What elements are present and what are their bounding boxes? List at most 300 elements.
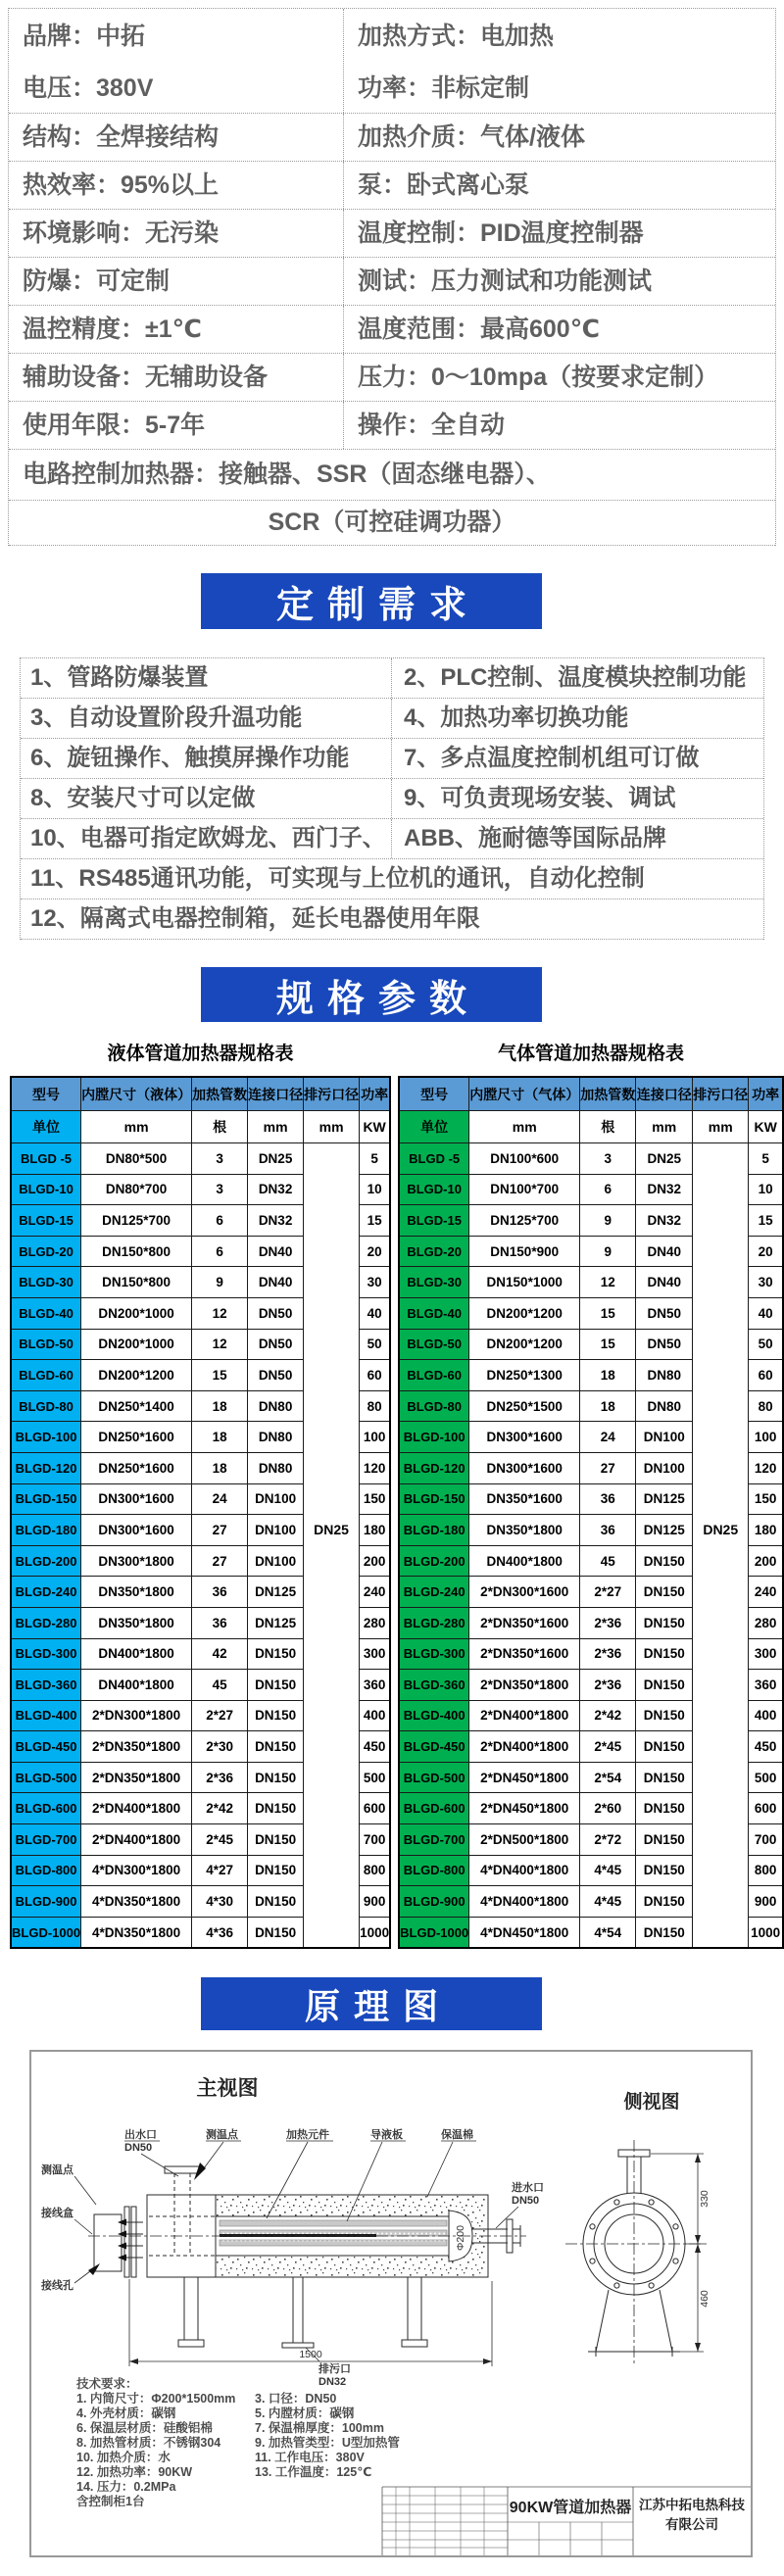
power-cell: 20 — [360, 1236, 391, 1267]
model-cell: BLGD-280 — [11, 1607, 81, 1638]
table-row — [399, 1297, 783, 1329]
drain-cell — [693, 1886, 749, 1918]
drain-cell — [304, 1236, 360, 1267]
tube-count-cell: 12 — [192, 1329, 248, 1360]
tube-count-cell: 4*30 — [192, 1886, 248, 1918]
model-cell: BLGD-30 — [11, 1267, 81, 1298]
spec-row — [9, 210, 775, 258]
model-cell: BLGD-240 — [399, 1577, 469, 1608]
unit-cell: 单位 — [399, 1111, 469, 1143]
table-row — [399, 1577, 783, 1608]
size-cell: 2*DN300*1800 — [81, 1700, 192, 1731]
table-row — [11, 1577, 390, 1608]
tube-count-cell: 2*36 — [192, 1762, 248, 1793]
size-cell: DN125*700 — [469, 1205, 580, 1237]
requirement-item: ABB、施耐德等国际品牌 — [404, 825, 666, 851]
model-cell: BLGD -5 — [399, 1143, 469, 1175]
outlet-label: 出水口 — [124, 2129, 157, 2141]
title-block-product: 90KW管道加热器 — [509, 2500, 632, 2516]
port-cell: DN150 — [248, 1793, 304, 1824]
port-cell: DN80 — [636, 1360, 693, 1391]
drain-cell — [693, 1297, 749, 1329]
requirement-item: 1、管路防爆装置 — [21, 658, 392, 698]
model-cell: BLGD-700 — [399, 1824, 469, 1856]
side-view-geometry — [565, 2140, 710, 2363]
insulation-label: 保温棉 — [441, 2129, 473, 2141]
liquid-table-column — [10, 1039, 391, 1949]
spec-item-power: 功率：非标定制 — [358, 74, 530, 102]
spec-item: 测试：压力测试和功能测试 — [358, 267, 653, 295]
tech-req-item: 4. 外壳材质：碳钢 — [76, 2406, 176, 2420]
heating-element-label: 加热元件 — [286, 2129, 329, 2141]
drain-cell — [693, 1452, 749, 1483]
table-header-row — [11, 1077, 390, 1111]
size-cell: 2*DN350*1800 — [81, 1762, 192, 1793]
column-header: 型号 — [399, 1077, 469, 1111]
tube-count-cell: 2*45 — [580, 1731, 636, 1763]
table-row — [11, 1360, 390, 1391]
drain-cell: DN25 — [693, 1515, 749, 1546]
requirement-item: 4、加热功率切换功能 — [404, 705, 629, 731]
table-row — [11, 1390, 390, 1422]
size-cell: 2*DN400*1800 — [81, 1793, 192, 1824]
drain-cell — [693, 1329, 749, 1360]
table-row — [399, 1917, 783, 1948]
requirement-item: 10、电器可指定欧姆龙、西门子、 — [21, 819, 392, 858]
spec-item: 操作：全自动 — [358, 412, 506, 439]
requirement-item: 11、RS485通讯功能，可实现与上位机的通讯，自动化控制 — [21, 859, 763, 899]
size-cell: DN300*1600 — [81, 1483, 192, 1515]
tech-req-item: 3. 口径：DN50 — [255, 2392, 337, 2406]
size-cell: DN150*800 — [81, 1236, 192, 1267]
port-cell: DN150 — [636, 1577, 693, 1608]
spec-row — [9, 258, 775, 306]
size-cell: DN400*1800 — [469, 1545, 580, 1577]
drain-cell — [304, 1483, 360, 1515]
port-cell: DN80 — [248, 1390, 304, 1422]
model-cell: BLGD-30 — [399, 1267, 469, 1298]
tube-count-cell: 27 — [580, 1452, 636, 1483]
column-header: 加热管数 — [580, 1077, 636, 1111]
table-row — [11, 1267, 390, 1298]
port-cell: DN40 — [636, 1267, 693, 1298]
table-row — [11, 1670, 390, 1701]
power-cell: 200 — [749, 1545, 783, 1577]
model-cell: BLGD-500 — [399, 1762, 469, 1793]
table-row — [399, 1638, 783, 1670]
size-cell: DN250*1300 — [469, 1360, 580, 1391]
table-row — [11, 1515, 390, 1546]
baffle-label: 导液板 — [370, 2129, 403, 2141]
model-cell: BLGD-360 — [399, 1670, 469, 1701]
size-cell: 4*DN350*1800 — [81, 1886, 192, 1918]
table-row — [399, 1793, 783, 1824]
size-cell: DN350*1800 — [81, 1607, 192, 1638]
size-cell: 4*DN400*1800 — [469, 1855, 580, 1886]
tube-count-cell: 27 — [192, 1545, 248, 1577]
table-row — [11, 1855, 390, 1886]
table-row — [11, 1793, 390, 1824]
table-header-row — [399, 1077, 783, 1111]
main-view-title: 主视图 — [196, 2077, 259, 2100]
size-cell: DN350*1800 — [81, 1577, 192, 1608]
drain-cell: DN25 — [304, 1515, 360, 1546]
unit-row — [399, 1111, 783, 1143]
tech-req-item: 11. 工作电压：380V — [255, 2451, 365, 2464]
power-cell: 120 — [360, 1452, 391, 1483]
main-view-geometry — [74, 2141, 526, 2366]
port-cell: DN150 — [636, 1638, 693, 1670]
unit-cell: mm — [248, 1111, 304, 1143]
size-cell: DN200*1200 — [469, 1329, 580, 1360]
tube-count-cell: 4*36 — [192, 1917, 248, 1948]
size-cell: DN200*1200 — [81, 1360, 192, 1391]
size-cell: DN80*700 — [81, 1174, 192, 1205]
table-row — [399, 1545, 783, 1577]
port-cell: DN32 — [636, 1205, 693, 1237]
requirement-row — [21, 739, 763, 779]
requirement-item: 7、多点温度控制机组可订做 — [404, 745, 700, 771]
power-cell: 600 — [360, 1793, 391, 1824]
port-cell: DN150 — [248, 1700, 304, 1731]
port-cell: DN25 — [636, 1143, 693, 1175]
tube-count-cell: 4*27 — [192, 1855, 248, 1886]
unit-cell: KW — [749, 1111, 783, 1143]
power-cell: 280 — [749, 1607, 783, 1638]
drain-cell — [304, 1452, 360, 1483]
drain-cell — [304, 1824, 360, 1856]
requirement-item: 12、隔离式电器控制箱，延长电器使用年限 — [21, 899, 763, 940]
column-header: 连接口径 — [248, 1077, 304, 1111]
port-cell: DN50 — [248, 1329, 304, 1360]
tube-count-cell: 24 — [192, 1483, 248, 1515]
unit-cell: mm — [304, 1111, 360, 1143]
size-cell: 2*DN400*1800 — [469, 1731, 580, 1763]
tube-count-cell: 2*36 — [580, 1638, 636, 1670]
table-row — [11, 1452, 390, 1483]
drain-cell — [304, 1855, 360, 1886]
tube-count-cell: 3 — [192, 1143, 248, 1175]
table-row — [11, 1762, 390, 1793]
size-cell: DN150*800 — [81, 1267, 192, 1298]
power-cell: 900 — [749, 1886, 783, 1918]
power-cell: 700 — [749, 1824, 783, 1856]
port-cell: DN150 — [636, 1607, 693, 1638]
tube-count-cell: 24 — [580, 1422, 636, 1453]
requirement-row — [21, 779, 763, 819]
model-cell: BLGD-10 — [399, 1174, 469, 1205]
power-cell: 300 — [360, 1638, 391, 1670]
drain-cell — [693, 1824, 749, 1856]
port-cell: DN150 — [248, 1824, 304, 1856]
drain-cell — [693, 1793, 749, 1824]
requirement-item: 3、自动设置阶段升温功能 — [21, 699, 392, 738]
power-cell: 800 — [360, 1855, 391, 1886]
power-cell: 1000 — [360, 1917, 391, 1948]
requirement-row — [21, 819, 763, 859]
tube-count-cell: 2*27 — [580, 1577, 636, 1608]
table-row — [399, 1824, 783, 1856]
port-cell: DN25 — [248, 1143, 304, 1175]
size-cell: 2*DN400*1800 — [81, 1824, 192, 1856]
drain-cell — [304, 1700, 360, 1731]
model-cell: BLGD-80 — [11, 1390, 81, 1422]
size-cell: 2*DN350*1600 — [469, 1638, 580, 1670]
drain-cell — [304, 1731, 360, 1763]
table-row — [399, 1855, 783, 1886]
tube-count-cell: 36 — [580, 1515, 636, 1546]
spec-item: 压力：0～10mpa（按要求定制） — [358, 364, 719, 391]
power-cell: 30 — [360, 1267, 391, 1298]
model-cell: BLGD-180 — [11, 1515, 81, 1546]
port-cell: DN40 — [248, 1236, 304, 1267]
drain-cell — [304, 1917, 360, 1948]
side-bottom-dim: 460 — [699, 2290, 710, 2308]
spec-item-voltage: 电压：380V — [23, 74, 154, 102]
size-cell: DN350*1800 — [469, 1515, 580, 1546]
drain-cell — [693, 1236, 749, 1267]
custom-requirements-list — [20, 657, 764, 940]
power-cell: 1000 — [749, 1917, 783, 1948]
model-cell: BLGD-280 — [399, 1607, 469, 1638]
spec-item: 使用年限：5-7年 — [9, 402, 344, 449]
port-cell: DN50 — [636, 1297, 693, 1329]
drain-cell — [304, 1390, 360, 1422]
product-spec-summary-table — [8, 8, 776, 546]
model-cell: BLGD-450 — [11, 1731, 81, 1763]
drain-cell — [693, 1174, 749, 1205]
unit-cell: KW — [360, 1111, 391, 1143]
spec-item-heating-method: 加热方式：电加热 — [358, 23, 555, 50]
unit-cell: mm — [81, 1111, 192, 1143]
table-row — [399, 1731, 783, 1763]
power-cell: 400 — [360, 1700, 391, 1731]
model-cell: BLGD-200 — [11, 1545, 81, 1577]
spec-item: 加热介质：气体/液体 — [358, 123, 585, 151]
drain-dn-label: DN32 — [318, 2376, 347, 2388]
model-cell: BLGD-15 — [399, 1205, 469, 1237]
tube-count-cell: 18 — [580, 1360, 636, 1391]
tech-req-left-column — [76, 2392, 255, 2509]
spec-item: 辅助设备：无辅助设备 — [9, 354, 344, 401]
tube-count-cell: 18 — [580, 1390, 636, 1422]
table-row — [11, 1886, 390, 1918]
drain-cell — [693, 1483, 749, 1515]
temp-point-left-label: 测温点 — [41, 2164, 74, 2176]
table-row — [399, 1670, 783, 1701]
tube-count-cell: 18 — [192, 1452, 248, 1483]
liquid-table-title: 液体管道加热器规格表 — [107, 1044, 294, 1064]
port-cell: DN125 — [248, 1577, 304, 1608]
column-header: 功率 — [360, 1077, 391, 1111]
tube-count-cell: 15 — [192, 1360, 248, 1391]
model-cell: BLGD-150 — [399, 1483, 469, 1515]
requirement-item: 9、可负责现场安装、调试 — [404, 785, 676, 811]
drain-cell — [304, 1329, 360, 1360]
table-row — [11, 1174, 390, 1205]
tube-count-cell: 3 — [192, 1174, 248, 1205]
drain-cell — [693, 1607, 749, 1638]
size-cell: DN250*1400 — [81, 1390, 192, 1422]
port-cell: DN50 — [636, 1329, 693, 1360]
power-cell: 5 — [749, 1143, 783, 1175]
port-cell: DN150 — [636, 1855, 693, 1886]
drain-cell — [304, 1297, 360, 1329]
port-cell: DN150 — [248, 1886, 304, 1918]
size-cell: 4*DN300*1800 — [81, 1855, 192, 1886]
model-cell: BLGD-300 — [11, 1638, 81, 1670]
table-row — [399, 1422, 783, 1453]
power-cell: 300 — [749, 1638, 783, 1670]
drain-cell — [304, 1886, 360, 1918]
model-cell: BLGD-180 — [399, 1515, 469, 1546]
inlet-dn-label: DN50 — [512, 2195, 540, 2207]
drain-cell — [304, 1793, 360, 1824]
drain-cell — [693, 1731, 749, 1763]
power-cell: 800 — [749, 1855, 783, 1886]
tube-count-cell: 2*42 — [580, 1700, 636, 1731]
drain-cell — [693, 1917, 749, 1948]
section-banner-custom-requirements — [201, 573, 542, 629]
model-cell: BLGD-360 — [11, 1670, 81, 1701]
spec-row — [9, 402, 775, 450]
tech-req-item: 8. 加热管材质：不锈钢304 — [76, 2436, 221, 2450]
column-header: 连接口径 — [636, 1077, 693, 1111]
size-cell: 4*DN350*1800 — [81, 1917, 192, 1948]
model-cell: BLGD-40 — [399, 1297, 469, 1329]
drain-cell — [304, 1174, 360, 1205]
table-row — [11, 1236, 390, 1267]
power-cell: 50 — [749, 1329, 783, 1360]
model-cell: BLGD-10 — [11, 1174, 81, 1205]
size-cell: 2*DN350*1800 — [469, 1670, 580, 1701]
tube-count-cell: 36 — [580, 1483, 636, 1515]
table-row — [11, 1483, 390, 1515]
unit-cell: 根 — [580, 1111, 636, 1143]
power-cell: 500 — [360, 1762, 391, 1793]
tube-count-cell: 27 — [192, 1515, 248, 1546]
power-cell: 15 — [360, 1205, 391, 1237]
table-row — [11, 1422, 390, 1453]
spec-item: 结构：全焊接结构 — [9, 114, 344, 161]
port-cell: DN100 — [248, 1515, 304, 1546]
tech-req-title: 技术要求： — [76, 2377, 138, 2391]
spec-item: 温控精度：±1℃ — [9, 306, 344, 353]
power-cell: 450 — [749, 1731, 783, 1763]
table-body — [11, 1143, 390, 1949]
spec-item: 温度范围：最高600℃ — [358, 316, 600, 343]
model-cell: BLGD-900 — [399, 1886, 469, 1918]
port-cell: DN150 — [248, 1731, 304, 1763]
port-cell: DN150 — [248, 1855, 304, 1886]
model-cell: BLGD-100 — [399, 1422, 469, 1453]
model-cell: BLGD-100 — [11, 1422, 81, 1453]
model-cell: BLGD-500 — [11, 1762, 81, 1793]
tube-count-cell: 9 — [192, 1267, 248, 1298]
model-cell: BLGD-15 — [11, 1205, 81, 1237]
size-cell: 2*DN450*1800 — [469, 1793, 580, 1824]
title-block-company-2: 有限公司 — [665, 2517, 718, 2532]
table-row — [11, 1731, 390, 1763]
tech-req-item: 6. 保温层材质：硅酸铝棉 — [76, 2421, 213, 2435]
drain-label: 排污口 — [318, 2363, 351, 2375]
table-row — [11, 1297, 390, 1329]
drain-cell — [304, 1670, 360, 1701]
tube-count-cell: 15 — [580, 1329, 636, 1360]
tech-req-item: 含控制柜1台 — [76, 2495, 145, 2508]
drain-cell — [693, 1700, 749, 1731]
outlet-dn-label: DN50 — [124, 2142, 153, 2154]
power-cell: 280 — [360, 1607, 391, 1638]
tube-count-cell: 18 — [192, 1422, 248, 1453]
spec-item-scr: SCR（可控硅调功器） — [9, 501, 775, 546]
tube-count-cell: 36 — [192, 1577, 248, 1608]
liquid-heater-spec-table — [10, 1076, 391, 1949]
model-cell: BLGD-300 — [399, 1638, 469, 1670]
size-cell: DN250*1600 — [81, 1422, 192, 1453]
drain-cell — [693, 1577, 749, 1608]
drain-cell — [304, 1267, 360, 1298]
port-cell: DN100 — [636, 1422, 693, 1453]
tube-count-cell: 15 — [580, 1297, 636, 1329]
spec-item-control-circuit: 电路控制加热器：接触器、SSR（固态继电器）、 — [9, 450, 775, 501]
power-cell: 10 — [360, 1174, 391, 1205]
tube-count-cell: 6 — [192, 1236, 248, 1267]
requirement-item: 6、旋钮操作、触摸屏操作功能 — [21, 739, 392, 778]
requirement-row — [21, 658, 763, 699]
size-cell: 4*DN450*1800 — [469, 1917, 580, 1948]
size-cell: DN300*1600 — [469, 1422, 580, 1453]
port-cell: DN32 — [248, 1205, 304, 1237]
drain-cell — [693, 1855, 749, 1886]
spec-item: 泵：卧式离心泵 — [358, 171, 530, 199]
drain-cell — [304, 1545, 360, 1577]
port-cell: DN80 — [248, 1452, 304, 1483]
port-cell: DN50 — [248, 1360, 304, 1391]
spec-cell — [9, 9, 344, 113]
tube-count-cell: 2*36 — [580, 1670, 636, 1701]
table-row — [11, 1917, 390, 1948]
drain-cell — [693, 1670, 749, 1701]
table-row — [399, 1452, 783, 1483]
model-cell: BLGD-80 — [399, 1390, 469, 1422]
table-row — [399, 1390, 783, 1422]
power-cell: 100 — [360, 1422, 391, 1453]
column-header: 内膛尺寸（液体） — [81, 1077, 192, 1111]
size-cell: DN400*1800 — [81, 1670, 192, 1701]
column-header: 排污口径 — [693, 1077, 749, 1111]
tech-req-item: 5. 内膛材质：碳钢 — [255, 2406, 355, 2420]
spec-item: 热效率：95%以上 — [9, 162, 344, 209]
temp-point-label: 测温点 — [206, 2129, 238, 2141]
tube-count-cell: 2*45 — [192, 1824, 248, 1856]
tube-count-cell: 12 — [580, 1267, 636, 1298]
model-cell: BLGD-60 — [11, 1360, 81, 1391]
tube-count-cell: 4*54 — [580, 1917, 636, 1948]
column-header: 加热管数 — [192, 1077, 248, 1111]
power-cell: 900 — [360, 1886, 391, 1918]
size-cell: DN300*1600 — [469, 1452, 580, 1483]
tube-count-cell: 4*45 — [580, 1855, 636, 1886]
size-cell: DN150*1000 — [469, 1267, 580, 1298]
title-block-company-1: 江苏中拓电热科技 — [639, 2498, 745, 2512]
port-cell: DN32 — [248, 1174, 304, 1205]
drain-cell — [693, 1205, 749, 1237]
spec-row — [9, 354, 775, 402]
port-cell: DN150 — [248, 1762, 304, 1793]
model-cell: BLGD-50 — [11, 1329, 81, 1360]
port-cell: DN125 — [248, 1607, 304, 1638]
